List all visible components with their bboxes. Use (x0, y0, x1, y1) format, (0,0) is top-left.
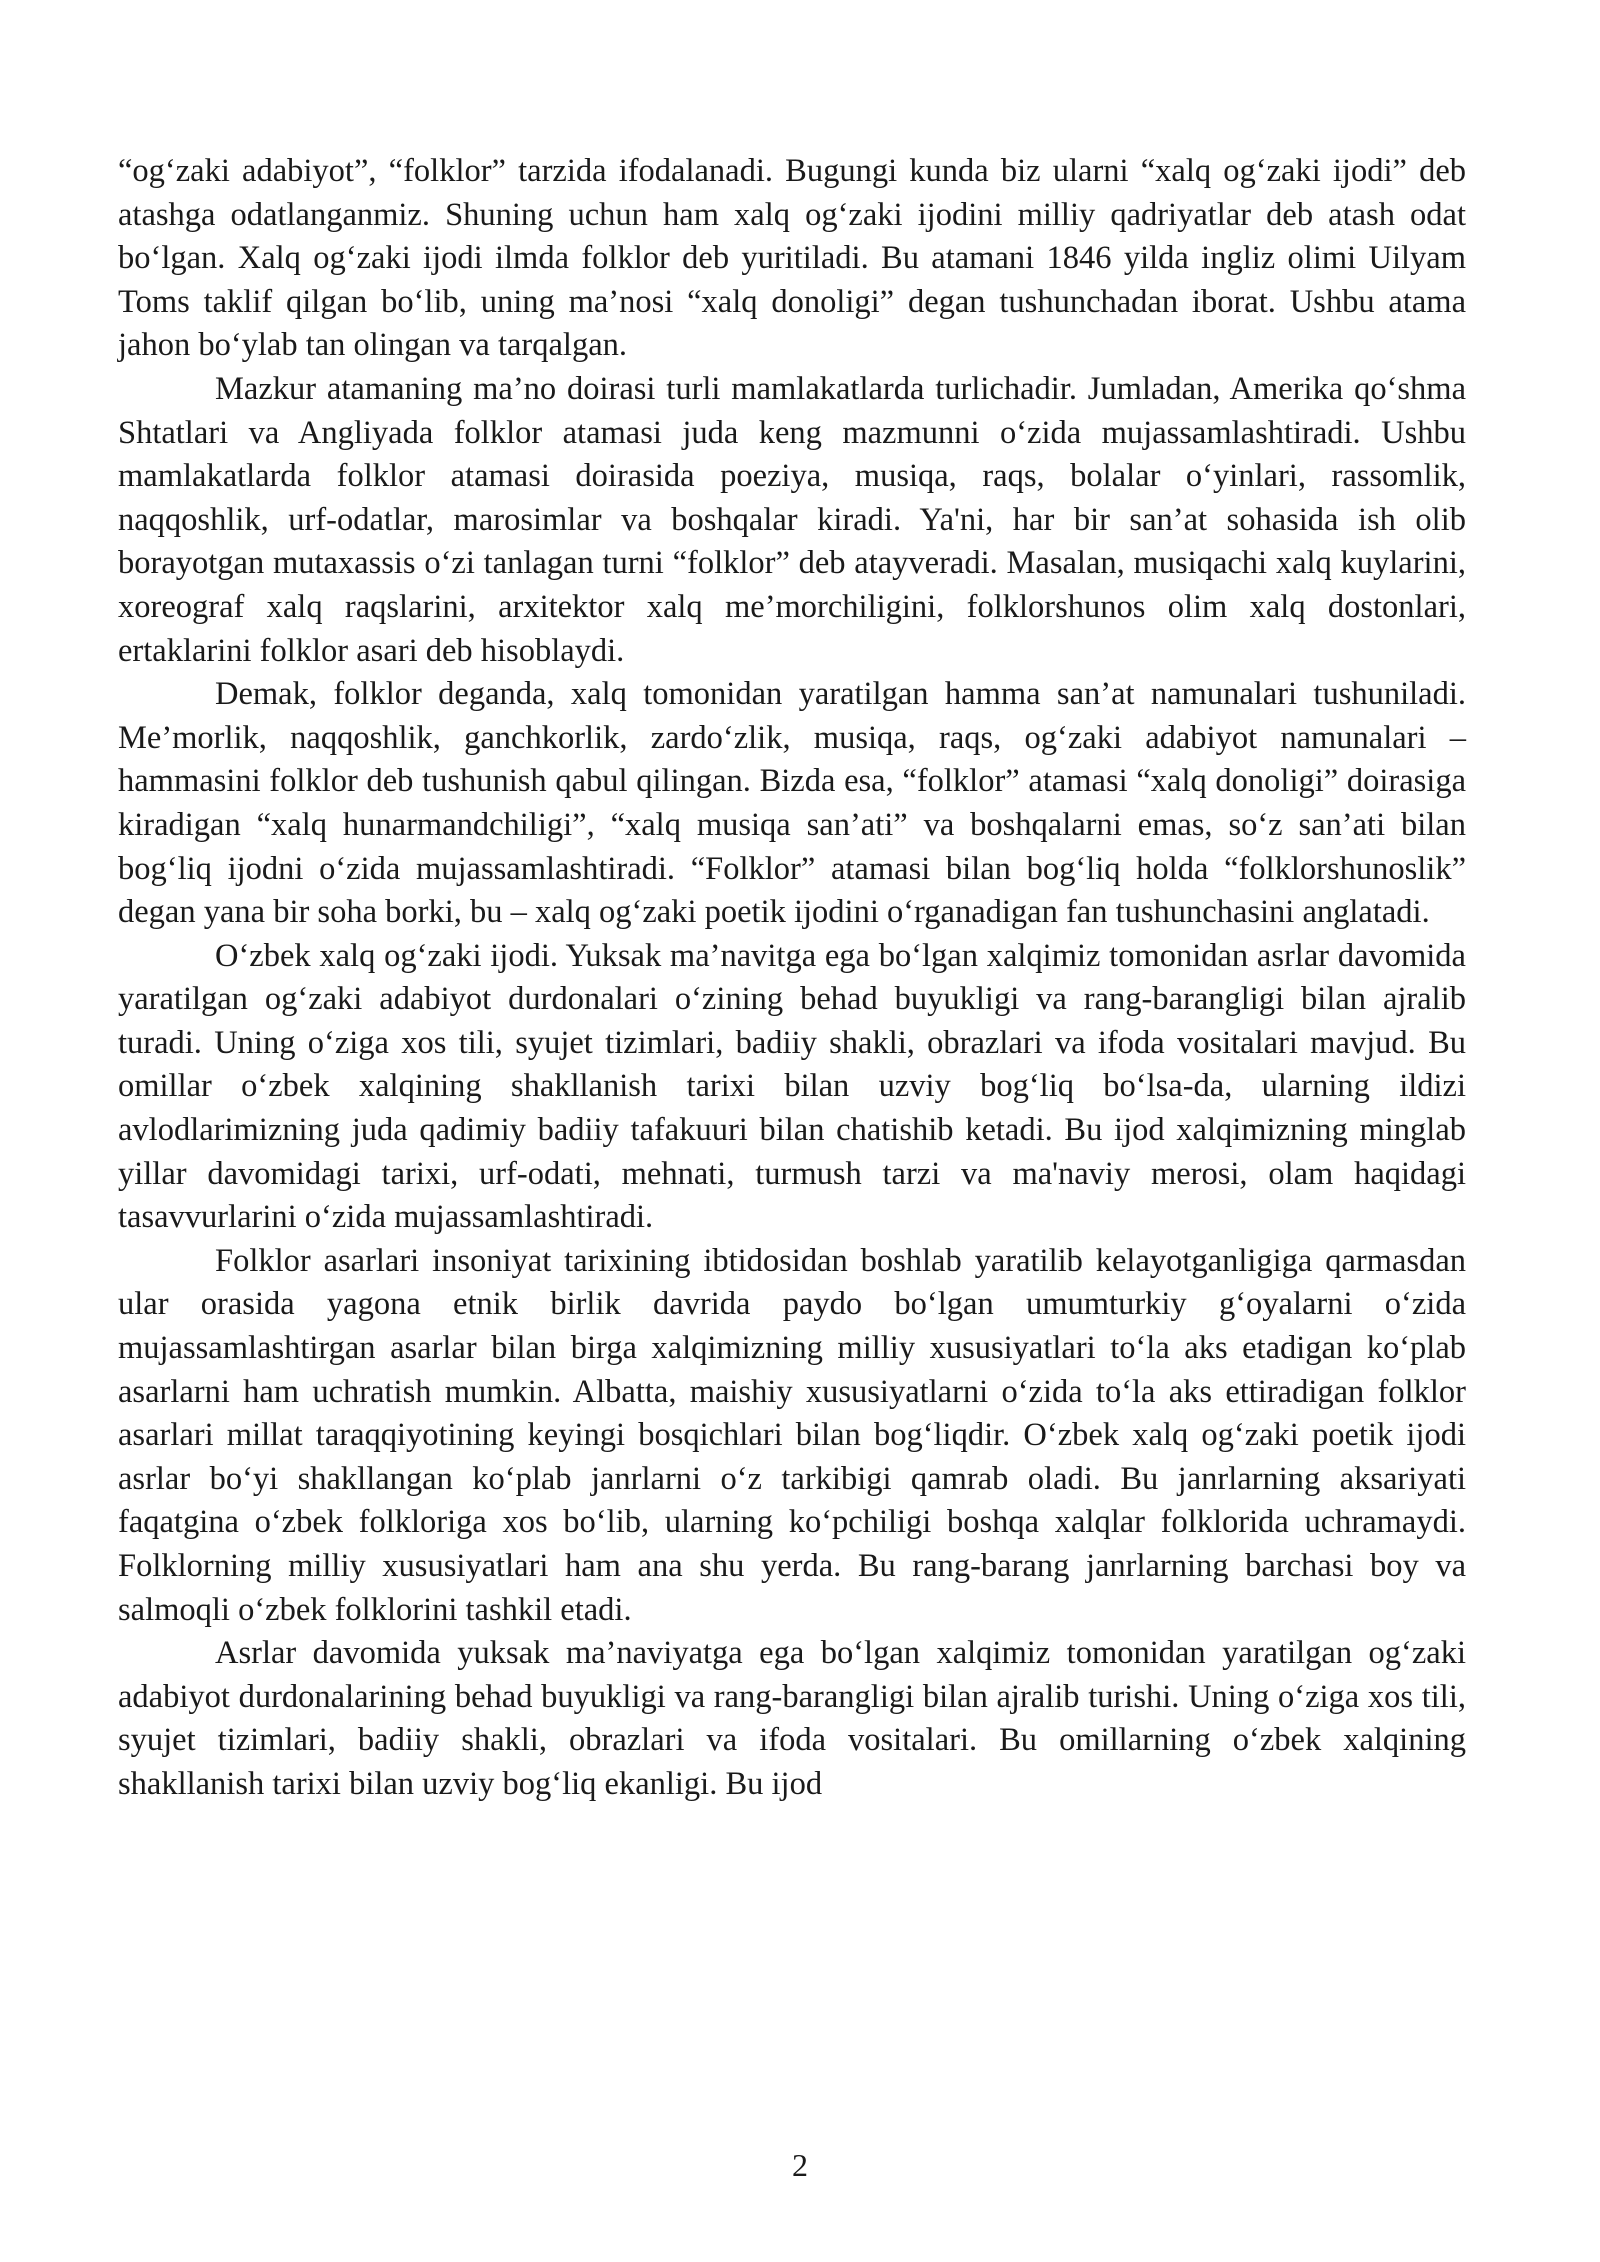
page-number: 2 (792, 2147, 808, 2183)
page-body (118, 150, 1466, 1807)
paragraph-3: Demak, folklor deganda, xalq tomonidan yaratilgan hamma san’at namunalari tushuniladi. Me’morlik, naqqoshlik, ganchkorlik, zardo‘zlik, musiqa, raqs, og‘zaki adabiyot namunalari – hammasini folklor deb tushunish qabul qilingan. Bizda esa, “folklor” atamasi “xalq donoligi” doirasiga kiradigan “xalq hunarmandchiligi”, “xalq musiqa san’ati” va boshqalarni emas, so‘z san’ati bilan bog‘liq ijodni o‘zida mujassamlashtiradi. “Folklor” atamasi bilan bog‘liq holda “folklorshunoslik” degan yana bir soha borki, bu – xalq og‘zaki poetik ijodini o‘rganadigan fan tushunchasini anglatadi. (118, 676, 1466, 931)
paragraph-5: Folklor asarlari insoniyat tarixining ibtidosidan boshlab yaratilib kelayotganligiga qarmasdan ular orasida yagona etnik birlik davrida paydo bo‘lgan umumturkiy g‘oyalarni o‘zida mujassamlashtirgan asarlar bilan birga xalqimizning milliy xususiyatlari to‘la aks etadigan ko‘plab asarlarni ham uchratish mumkin. Albatta, maishiy xususiyatlarni o‘zida to‘la aks ettiradigan folklor asarlari millat taraqqiyotining keyingi bosqichlari bilan bog‘liqdir. O‘zbek xalq og‘zaki poetik ijodi asrlar bo‘yi shakllangan ko‘plab janrlarni o‘z tarkibigi qamrab oladi. Bu janrlarning aksariyati faqatgina o‘zbek folkloriga xos bo‘lib, ularning ko‘pchiligi boshqa xalqlar folklorida uchramaydi. Folklorning milliy xususiyatlari ham ana shu yerda. Bu rang-barang janrlarning barchasi boy va salmoqli o‘zbek folklorini tashkil etadi. (118, 1242, 1466, 1628)
paragraph-2: Mazkur atamaning ma’no doirasi turli mamlakatlarda turlichadir. Jumladan, Amerika qo‘shma Shtatlari va Angliyada folklor atamasi juda keng mazmunni o‘zida mujassamlashtiradi. Ushbu mamlakatlarda folklor atamasi doirasida poeziya, musiqa, raqs, bolalar o‘yinlari, rassomlik, naqqoshlik, urf-odatlar, marosimlar va boshqalar kiradi. Ya'ni, har bir san’at sohasida ish olib borayotgan mutaxassis o‘zi tanlagan turni “folklor” deb atayveradi. Masalan, musiqachi xalq kuylarini, xoreograf xalq raqslarini, arxitektor xalq me’morchiligini, folklorshunos olim xalq dostonlari, ertaklarini folklor asari deb hisoblaydi. (118, 370, 1466, 669)
paragraph-1: “og‘zaki adabiyot”, “folklor” tarzida ifodalanadi. Bugungi kunda biz ularni “xalq og‘zaki ijodi” deb atashga odatlanganmiz. Shuning uchun ham xalq og‘zaki ijodini milliy qadriyatlar deb atash odat bo‘lgan. Xalq og‘zaki ijodi ilmda folklor deb yuritiladi. Bu atamani 1846 yilda ingliz olimi Uilyam Toms taklif qilgan bo‘lib, uning ma’nosi “xalq donoligi” degan tushunchadan iborat. Ushbu atama jahon bo‘ylab tan olingan va tarqalgan. (118, 153, 1466, 364)
paragraph-6: Asrlar davomida yuksak ma’naviyatga ega bo‘lgan xalqimiz tomonidan yaratilgan og‘zaki adabiyot durdonalarining behad buyukligi va rang-barangligi bilan ajralib turishi. Uning o‘ziga xos tili, syujet tizimlari, badiiy shakli, obrazlari va ifoda vositalari. Bu omillarning o‘zbek xalqining shakllanish tarixi bilan uzviy bog‘liq ekanligi. Bu ijod (118, 1635, 1466, 1802)
paragraph-4: O‘zbek xalq og‘zaki ijodi. Yuksak ma’navitga ega bo‘lgan xalqimiz tomonidan asrlar davomida yaratilgan og‘zaki adabiyot durdonalari o‘zining behad buyukligi va rang-barangligi bilan ajralib turadi. Uning o‘ziga xos tili, syujet tizimlari, badiiy shakli, obrazlari va ifoda vositalari mavjud. Bu omillar o‘zbek xalqining shakllanish tarixi bilan uzviy bog‘liq bo‘lsa-da, ularning ildizi avlodlarimizning juda qadimiy badiiy tafakuuri bilan chatishib ketadi. Bu ijod xalqimizning minglab yillar davomidagi tarixi, urf-odati, mehnati, turmush tarzi va ma'naviy merosi, olam haqidagi tasavvurlarini o‘zida mujassamlashtiradi. (118, 937, 1466, 1236)
